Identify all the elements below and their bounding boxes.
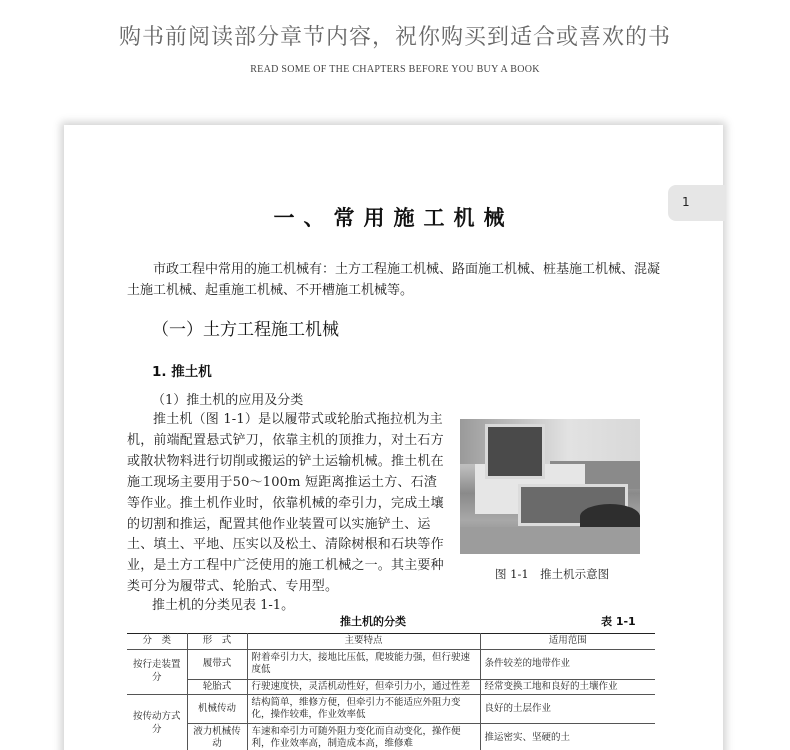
item-heading: （1）推土机的应用及分类 <box>152 393 304 408</box>
form-cell: 轮胎式 <box>187 679 247 695</box>
table-row <box>127 679 655 695</box>
figure-caption: 图 1-1 推土机示意图 <box>495 567 610 581</box>
table-row <box>127 695 655 724</box>
scope-cell: 良好的土层作业 <box>480 695 655 724</box>
body-paragraph: 推土机（图 1-1）是以履带式或轮胎式拖拉机为主机，前端配置悬式铲刀，依靠主机的顶推力，对土石方或散状物料进行切削或搬运的铲土运输机械。推土机在施工现场主要用于50～100m 短距离推运土方、石渣等作业。推土机作业时，依靠机械的牵引力，完成土壤的切割和推运，配置其他作业装置可以实施铲土、运土、填土、平地、压实以及松土、清除树根和石块等作业，是土方工程中广泛使用的施工机械之一。其主要种类可分为履带式、轮胎式、专用型。 <box>127 412 444 595</box>
image-ground <box>460 527 640 554</box>
scope-cell: 条件较差的地带作业 <box>480 649 655 679</box>
intro-paragraph: 市政工程中常用的施工机械有：土方工程施工机械、路面施工机械、桩基施工机械、混凝土施工机械、起重施工机械、不开槽施工机械等。 <box>127 262 661 298</box>
form-cell: 机械传动 <box>187 695 247 724</box>
category-cell: 按行走装置分 <box>127 649 187 695</box>
section-heading: （一）土方工程施工机械 <box>152 320 339 340</box>
image-bulldozer-cab <box>485 424 545 479</box>
chapter-title: 一、常用施工机械 <box>273 206 514 230</box>
classification-table <box>127 633 655 750</box>
scope-cell: 经常变换工地和良好的土壤作业 <box>480 679 655 695</box>
image-dirt-pile <box>580 504 640 529</box>
form-cell: 履带式 <box>187 649 247 679</box>
banner-title: 购书前阅读部分章节内容，祝你购买到适合或喜欢的书 <box>118 25 671 50</box>
scope-cell: 推运密实、坚硬的土 <box>480 724 655 750</box>
features-cell: 行驶速度快，灵活机动性好，但牵引力小，通过性差 <box>247 679 480 695</box>
header-category: 分 类 <box>127 634 187 650</box>
table-header-row <box>127 634 655 650</box>
header-features: 主要特点 <box>247 634 480 650</box>
table-title: 推土机的分类 <box>340 615 406 628</box>
sub-heading: 1. 推土机 <box>152 364 212 380</box>
category-cell: 按传动方式分 <box>127 695 187 750</box>
bulldozer-image <box>460 419 640 554</box>
features-cell: 结构简单，维修方便，但牵引力不能适应外阻力变化，操作较难，作业效率低 <box>247 695 480 724</box>
form-cell: 液力机械传动 <box>187 724 247 750</box>
features-cell: 附着牵引力大，接地比压低，爬坡能力强，但行驶速度低 <box>247 649 480 679</box>
table-row <box>127 724 655 750</box>
header-scope: 适用范围 <box>480 634 655 650</box>
banner-subtitle: READ SOME OF THE CHAPTERS BEFORE YOU BUY A BOOK <box>250 64 540 75</box>
table-number: 表 1-1 <box>601 615 636 628</box>
header-form: 形 式 <box>187 634 247 650</box>
page-number: 1 <box>682 195 690 209</box>
table-row <box>127 649 655 679</box>
features-cell: 车速和牵引力可随外阻力变化而自动变化，操作便利，作业效率高，制造成本高，维修难 <box>247 724 480 750</box>
table-reference: 推土机的分类见表 1-1。 <box>152 598 295 613</box>
